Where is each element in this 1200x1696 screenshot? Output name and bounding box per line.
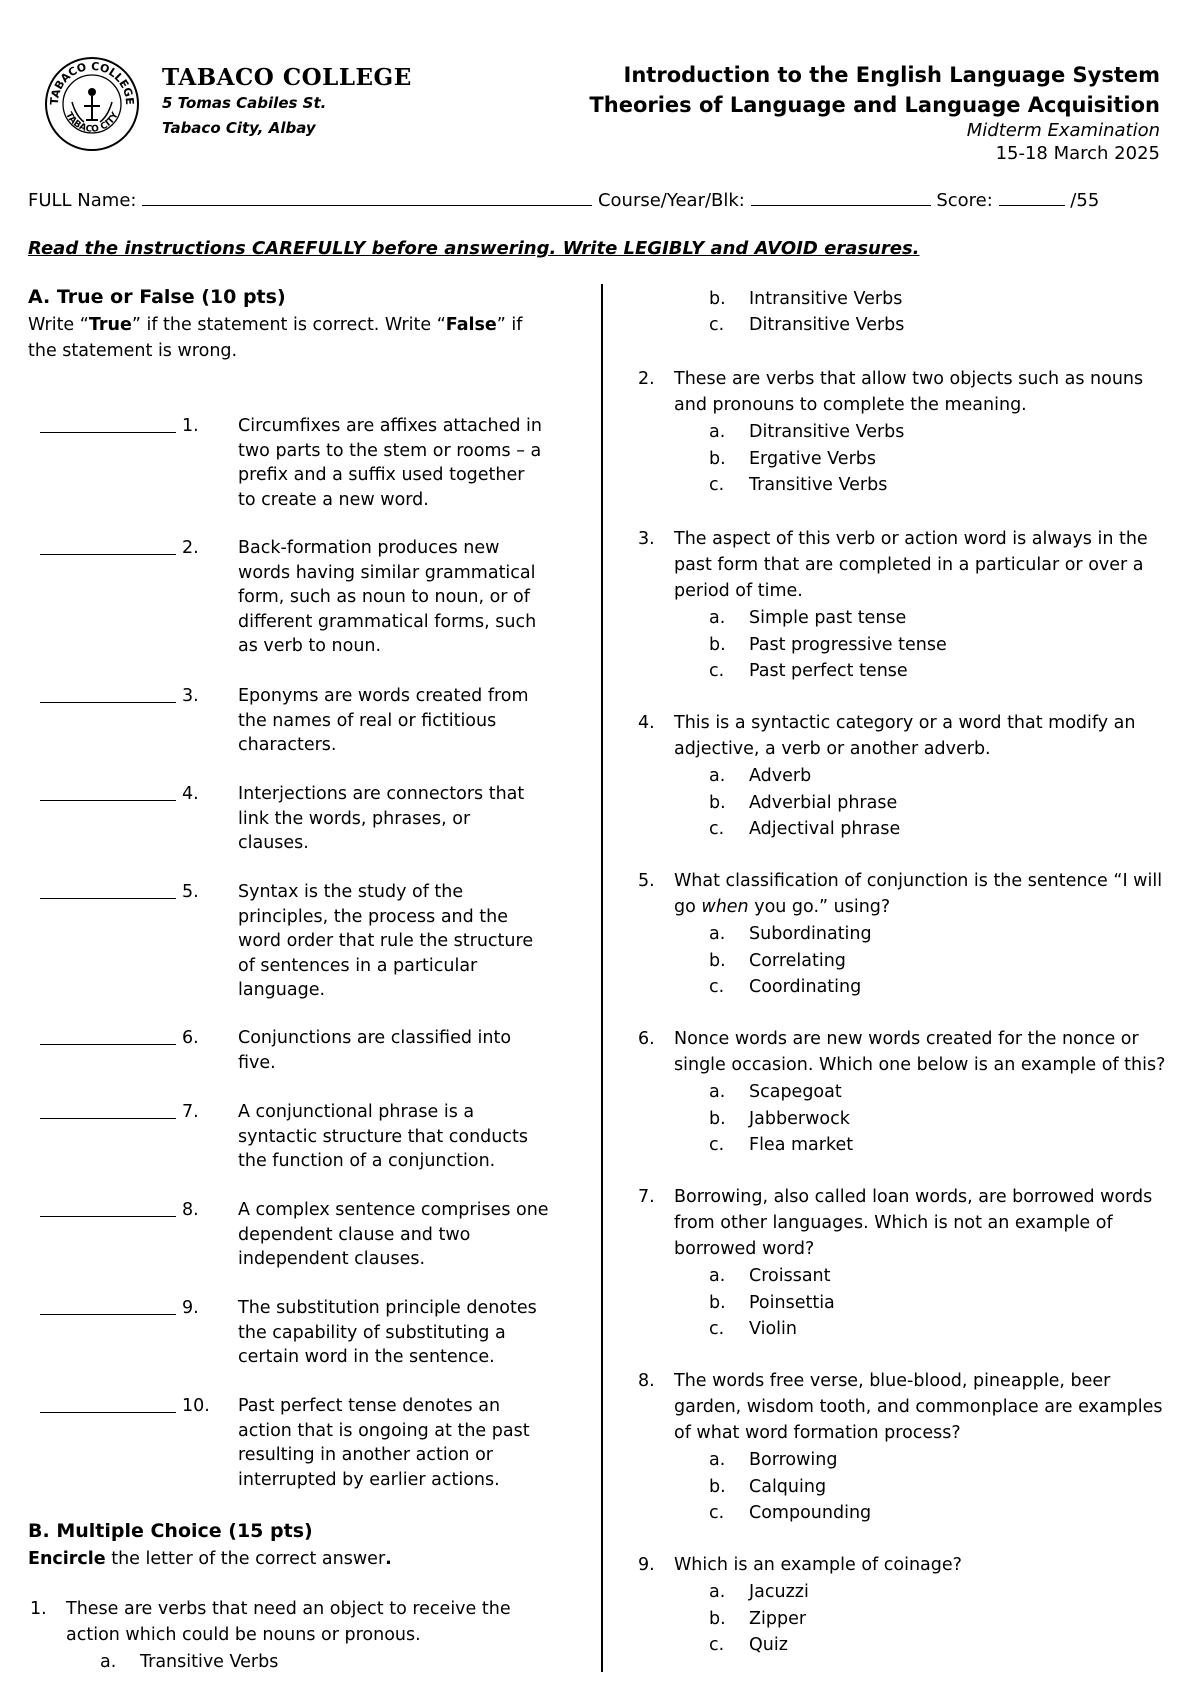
answer-blank[interactable] <box>40 536 176 555</box>
statement-line: A complex sentence comprises one <box>238 1200 549 1220</box>
question-text <box>674 526 1148 604</box>
option-letter: a. <box>709 1582 726 1602</box>
section-a-instructions <box>28 312 522 364</box>
question-line: What classification of conjunction is the sentence “I will <box>674 871 1163 891</box>
section-a-instr-text: ” if the statement is correct. Write “ <box>131 315 446 335</box>
statement-line: The substitution principle denotes <box>238 1298 537 1318</box>
item-number: 3. <box>182 686 199 706</box>
option-text: Poinsettia <box>749 1292 835 1313</box>
answer-blank[interactable] <box>40 880 176 899</box>
option-text: Past progressive tense <box>749 634 947 655</box>
option-text: Jacuzzi <box>749 1582 809 1602</box>
question-line: past form that are completed in a particular or over a <box>674 555 1144 575</box>
option-text: Croissant <box>749 1266 831 1286</box>
option-letter: a. <box>709 422 726 442</box>
question-line: adjective, a verb or another adverb. <box>674 739 991 759</box>
option-text: Correlating <box>749 950 846 971</box>
statement-line: action that is ongoing at the past <box>238 1420 530 1441</box>
question-line: garden, wisdom tooth, and commonplace are examples <box>674 1397 1163 1417</box>
option-text: Simple past tense <box>749 608 907 628</box>
statement-line: resulting in another action or <box>238 1445 493 1465</box>
option-letter: c. <box>709 475 725 495</box>
question-line: borrowed word? <box>674 1239 815 1259</box>
statement-line: Circumfixes are affixes attached in <box>238 416 542 436</box>
option-letter: a. <box>100 1652 117 1672</box>
option-text: Ditransitive Verbs <box>749 315 905 335</box>
question-line: action which could be nouns or pronous. <box>66 1625 421 1645</box>
item-number: 9. <box>182 1298 199 1318</box>
statement-line: interrupted by earlier actions. <box>238 1469 500 1490</box>
answer-blank[interactable] <box>40 1026 176 1045</box>
option-text: Transitive Verbs <box>140 1652 279 1672</box>
option-letter: c. <box>709 819 725 839</box>
answer-blank[interactable] <box>40 1198 176 1217</box>
statement-line: link the words, phrases, or <box>238 808 471 829</box>
option-text: Past perfect tense <box>749 661 908 681</box>
exam-name: Midterm Examination <box>966 120 1160 141</box>
question-text-part: you go.” using? <box>748 897 891 917</box>
answer-blank[interactable] <box>40 414 176 433</box>
question-line: This is a syntactic category or a word that modify an <box>674 713 1136 733</box>
column-divider <box>601 284 603 1672</box>
score-label: Score: <box>936 190 993 211</box>
question-line: These are verbs that need an object to receive the <box>66 1599 511 1619</box>
option-letter: b. <box>709 1292 726 1313</box>
statement-line: Conjunctions are classified into <box>238 1028 512 1048</box>
option-letter: b. <box>709 1476 726 1497</box>
answer-blank[interactable] <box>40 1394 176 1413</box>
option-letter: b. <box>709 1608 726 1629</box>
section-a-instr-text: Write “ <box>28 315 89 335</box>
question-line: from other languages. Which is not an example of <box>674 1213 1113 1233</box>
score-field[interactable] <box>999 189 1065 206</box>
statement-line: to create a new word. <box>238 489 429 510</box>
score-total: /55 <box>1070 190 1100 211</box>
question-text <box>674 710 1135 762</box>
option-letter: c. <box>709 1135 725 1155</box>
section-a-instr-text: ” if <box>496 315 523 335</box>
question-text <box>674 1552 962 1578</box>
statement-text <box>238 1394 560 1492</box>
option-text: Ditransitive Verbs <box>749 422 905 442</box>
option-letter: c. <box>709 1503 725 1523</box>
option-text: Coordinating <box>749 977 862 997</box>
item-number: 4. <box>182 784 199 804</box>
item-number: 1. <box>182 416 199 436</box>
question-text <box>674 1026 1165 1078</box>
statement-line: Eponyms are words created from <box>238 686 529 706</box>
statement-line: A conjunctional phrase is a <box>238 1102 475 1122</box>
question-text-part: go <box>674 897 702 917</box>
option-letter: a. <box>709 1082 726 1102</box>
statement-line: prefix and a suffix used together <box>238 465 525 485</box>
item-number: 5. <box>182 882 199 902</box>
statement-line: word order that rule the structure <box>238 931 534 951</box>
option-text: Jabberwock <box>749 1108 850 1129</box>
option-letter: c. <box>709 977 725 997</box>
question-text <box>674 366 1143 418</box>
question-line: Which is an example of coinage? <box>674 1555 962 1575</box>
statement-line: of sentences in a particular <box>238 955 478 976</box>
option-letter: b. <box>709 289 726 309</box>
section-b-instr-end: . <box>385 1549 392 1569</box>
tabaco-college-seal-logo <box>44 56 140 152</box>
question-line: single occasion. Which one below is an example of this? <box>674 1055 1166 1075</box>
statement-text <box>238 414 560 512</box>
encircle-keyword: Encircle <box>28 1549 106 1569</box>
statement-text <box>238 1100 560 1174</box>
item-number: 8. <box>182 1200 199 1220</box>
option-text: Scapegoat <box>749 1082 842 1102</box>
question-number: 1. <box>30 1599 47 1619</box>
statement-line: dependent clause and two <box>238 1224 471 1245</box>
item-number: 2. <box>182 538 199 558</box>
statement-line: five. <box>238 1052 276 1073</box>
statement-line: Interjections are connectors that <box>238 784 525 804</box>
question-text <box>674 1368 1163 1446</box>
question-line: These are verbs that allow two objects such as nouns <box>674 369 1144 389</box>
course-year-blk-field[interactable] <box>751 189 931 206</box>
option-letter: b. <box>709 792 726 813</box>
question-line: The aspect of this verb or action word is always in the <box>674 529 1148 549</box>
option-letter: b. <box>709 1108 726 1129</box>
college-address-line2: Tabaco City, Albay <box>162 119 316 137</box>
statement-line: the function of a conjunction. <box>238 1151 496 1171</box>
option-text: Quiz <box>749 1635 788 1655</box>
statement-text <box>238 782 560 856</box>
option-text: Calquing <box>749 1476 827 1497</box>
course-title: Introduction to the English Language System <box>623 63 1160 87</box>
option-text: Flea market <box>749 1135 854 1155</box>
option-letter: a. <box>709 608 726 628</box>
option-text: Compounding <box>749 1503 872 1523</box>
option-text: Intransitive Verbs <box>749 289 903 309</box>
exam-date: 15-18 March 2025 <box>995 143 1160 164</box>
option-text: Transitive Verbs <box>749 475 888 495</box>
question-number: 3. <box>638 529 655 549</box>
option-letter: b. <box>709 950 726 971</box>
question-line: of what word formation process? <box>674 1423 961 1443</box>
logo-text-bottom: TABACO CITY <box>63 110 121 135</box>
course-year-blk-label: Course/Year/Blk: <box>597 190 745 211</box>
option-letter: b. <box>709 634 726 655</box>
statement-line: different grammatical forms, such <box>238 611 537 632</box>
item-number: 7. <box>182 1102 199 1122</box>
general-instructions: Read the instructions CAREFULLY before answering. Write LEGIBLY and AVOID erasures. <box>28 238 920 259</box>
question-text-emphasis: when <box>701 897 749 917</box>
statement-line: syntactic structure that conducts <box>238 1126 528 1147</box>
question-line: The words free verse, blue-blood, pineapple, beer <box>674 1371 1111 1391</box>
statement-line: Past perfect tense denotes an <box>238 1396 501 1416</box>
option-text: Ergative Verbs <box>749 448 876 469</box>
student-info-fields <box>28 189 1099 211</box>
statement-line: Back-formation produces new <box>238 538 500 558</box>
option-letter: a. <box>709 924 726 944</box>
college-name: TABACO COLLEGE <box>162 64 412 91</box>
question-text <box>674 1184 1152 1262</box>
option-text: Adverb <box>749 766 812 786</box>
option-text: Borrowing <box>749 1450 838 1470</box>
question-number: 4. <box>638 713 655 733</box>
option-text: Subordinating <box>749 924 872 944</box>
statement-text <box>238 536 560 659</box>
statement-text <box>238 1296 560 1370</box>
question-line: period of time. <box>674 581 803 601</box>
question-line: and pronouns to complete the meaning. <box>674 395 1027 415</box>
option-letter: c. <box>709 1635 725 1655</box>
option-letter: c. <box>709 661 725 681</box>
statement-line: the capability of substituting a <box>238 1322 506 1343</box>
question-number: 8. <box>638 1371 655 1391</box>
option-text: Adverbial phrase <box>749 792 898 813</box>
statement-line: as verb to noun. <box>238 636 382 656</box>
statement-line: the names of real or fictitious <box>238 710 497 731</box>
course-subtitle: Theories of Language and Language Acquisition <box>589 93 1160 117</box>
answer-blank[interactable] <box>40 1100 176 1119</box>
question-number: 7. <box>638 1187 655 1207</box>
statement-text <box>238 880 560 1003</box>
question-line: Nonce words are new words created for the nonce or <box>674 1029 1139 1049</box>
item-number: 10. <box>182 1396 210 1416</box>
section-b-instr-text: the letter of the correct answer <box>105 1549 386 1569</box>
option-letter: a. <box>709 766 726 786</box>
question-text <box>66 1596 511 1648</box>
answer-blank[interactable] <box>40 782 176 801</box>
item-number: 6. <box>182 1028 199 1048</box>
statement-line: independent clauses. <box>238 1249 426 1269</box>
logo-text-top: TABACO COLLEGE <box>47 59 137 106</box>
option-letter: c. <box>709 1319 725 1339</box>
question-line: Borrowing, also called loan words, are borrowed words <box>674 1187 1153 1207</box>
statement-text <box>238 684 560 758</box>
college-address-line1: 5 Tomas Cabiles St. <box>162 94 327 112</box>
option-letter: a. <box>709 1266 726 1286</box>
statement-line: principles, the process and the <box>238 906 509 927</box>
full-name-field[interactable] <box>142 189 592 206</box>
question-line <box>674 894 1162 920</box>
college-block <box>162 64 412 141</box>
statement-text <box>238 1198 560 1272</box>
option-letter: b. <box>709 448 726 469</box>
question-number: 9. <box>638 1555 655 1575</box>
statement-line: clauses. <box>238 833 309 853</box>
statement-line: two parts to the stem or rooms – a <box>238 440 542 461</box>
section-a-instr-text: the statement is wrong. <box>28 341 238 361</box>
question-text <box>674 868 1162 920</box>
statement-line: Syntax is the study of the <box>238 882 464 902</box>
answer-blank[interactable] <box>40 684 176 703</box>
section-a-title: A. True or False (10 pts) <box>28 286 286 308</box>
option-letter: c. <box>709 315 725 335</box>
question-number: 5. <box>638 871 655 891</box>
false-keyword: False <box>445 315 497 335</box>
question-number: 6. <box>638 1029 655 1049</box>
course-header <box>589 60 1160 166</box>
statement-line: language. <box>238 980 326 1000</box>
section-b-instructions <box>28 1546 392 1572</box>
full-name-label: FULL Name: <box>28 190 137 211</box>
statement-line: certain word in the sentence. <box>238 1347 495 1367</box>
option-text: Violin <box>749 1319 797 1339</box>
section-b-title: B. Multiple Choice (15 pts) <box>28 1520 313 1542</box>
answer-blank[interactable] <box>40 1296 176 1315</box>
option-letter: a. <box>709 1450 726 1470</box>
statement-line: words having similar grammatical <box>238 562 536 583</box>
true-keyword: True <box>88 315 132 335</box>
statement-text <box>238 1026 560 1075</box>
option-text: Zipper <box>749 1608 807 1629</box>
question-number: 2. <box>638 369 655 389</box>
statement-line: form, such as noun to noun, or of <box>238 587 530 607</box>
option-text: Adjectival phrase <box>749 819 901 839</box>
statement-line: characters. <box>238 735 337 755</box>
